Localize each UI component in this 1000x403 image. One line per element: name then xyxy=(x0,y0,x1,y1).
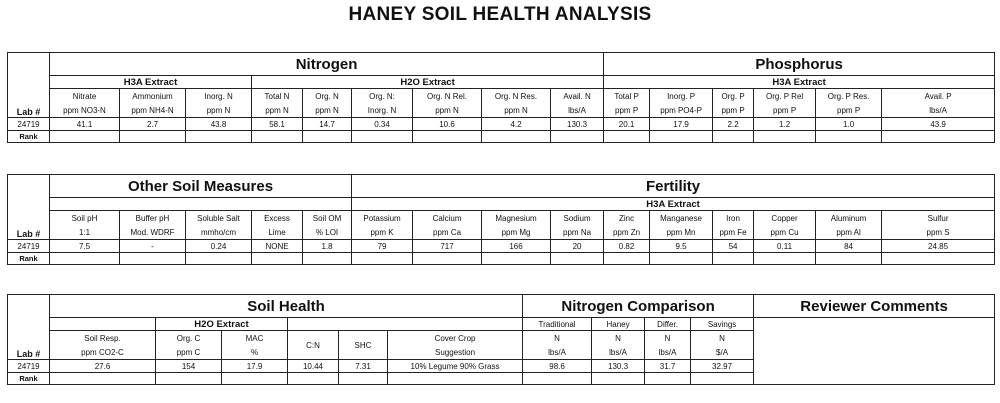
value-haney: 130.3 xyxy=(592,360,645,373)
col-unit: ppm Mg xyxy=(501,227,531,237)
col-unit: lbs/A xyxy=(568,105,586,115)
value-avail-n: 130.3 xyxy=(551,118,604,131)
value-manganese: 9.5 xyxy=(650,240,713,253)
value-cover-crop: 10% Legume 90% Grass xyxy=(388,360,523,373)
group-soil-health: Soil Health xyxy=(50,295,523,318)
lab-header-cell xyxy=(8,295,50,360)
col-unit: ppm N xyxy=(206,105,231,115)
col-differ-title: Differ. xyxy=(645,318,691,331)
col-sulfur xyxy=(882,211,995,240)
col-unit: ppm K xyxy=(370,227,394,237)
col-name: N xyxy=(615,333,621,343)
col-unit: ppm Na xyxy=(563,227,592,237)
col-name: N xyxy=(554,333,560,343)
value-org-n: 14.7 xyxy=(303,118,352,131)
col-calcium xyxy=(413,211,482,240)
lab-number: 24719 xyxy=(8,118,50,131)
value-org-p: 2.2 xyxy=(713,118,754,131)
col-name: Zinc xyxy=(618,213,635,223)
subgroup-blank xyxy=(50,318,156,331)
subgroup-h2o-extract: H2O Extract xyxy=(252,76,604,89)
col-name: N xyxy=(664,333,671,343)
reviewer-comments-box xyxy=(754,318,995,385)
col-name: Magnesium xyxy=(495,213,537,223)
col-unit: ppm P xyxy=(837,105,861,115)
col-unit: ppm P xyxy=(721,105,745,115)
col-unit: lbs/A xyxy=(609,347,627,357)
lab-header: Lab # xyxy=(16,229,41,239)
value-mac: 17.9 xyxy=(222,360,288,373)
value-aluminum: 84 xyxy=(816,240,882,253)
subgroup-h2o-extract: H2O Extract xyxy=(156,318,288,331)
col-magnesium xyxy=(482,211,551,240)
subgroup-h3a-extract-p: H3A Extract xyxy=(604,76,995,89)
col-name: Total N xyxy=(264,91,290,101)
col-total-n xyxy=(252,89,303,118)
col-unit: ppm Zn xyxy=(612,227,641,237)
col-name: Nitrate xyxy=(72,91,97,101)
col-name: Avail. N xyxy=(563,91,591,101)
col-name: Org. N xyxy=(315,91,339,101)
soil-measures-fertility-table xyxy=(7,174,995,265)
col-unit: ppm N xyxy=(265,105,289,115)
col-name: Soluble Salt xyxy=(197,213,240,223)
col-differ xyxy=(645,331,691,360)
lab-header: Lab # xyxy=(16,107,41,117)
column-header-row xyxy=(8,211,995,240)
col-unit: ppm NO3-N xyxy=(63,105,106,115)
col-unit: % xyxy=(250,347,259,357)
value-org-n-res: 4.2 xyxy=(482,118,551,131)
value-excess-lime: NONE xyxy=(252,240,303,253)
col-sodium xyxy=(551,211,604,240)
col-traditional xyxy=(523,331,592,360)
col-aluminum xyxy=(816,211,882,240)
nitrogen-phosphorus-table xyxy=(7,52,995,143)
col-name: MAC xyxy=(245,333,264,343)
value-nitrate: 41.1 xyxy=(50,118,120,131)
col-name: Inorg. N xyxy=(204,91,233,101)
col-org-n xyxy=(303,89,352,118)
col-haney xyxy=(592,331,645,360)
col-unit: mmho/cm xyxy=(200,227,237,237)
col-name: Sulfur xyxy=(927,213,949,223)
col-name: Org. P xyxy=(721,91,745,101)
col-name: Aluminum xyxy=(830,213,867,223)
value-soil-om: 1.8 xyxy=(303,240,352,253)
col-soil-resp xyxy=(50,331,156,360)
col-soil-ph xyxy=(50,211,120,240)
col-org-p-res xyxy=(816,89,882,118)
col-name: Org. C xyxy=(176,333,201,343)
soil-health-table xyxy=(7,294,995,385)
col-unit: ppm Cu xyxy=(770,227,799,237)
table-row xyxy=(8,118,995,131)
col-name: Copper xyxy=(771,213,798,223)
value-soluble-salt: 0.24 xyxy=(186,240,252,253)
value-inorg-p: 17.9 xyxy=(650,118,713,131)
col-name: Iron xyxy=(726,213,740,223)
value-avail-p: 43.9 xyxy=(882,118,995,131)
col-unit: ppm NH4-N xyxy=(131,105,174,115)
col-unit: ppm C xyxy=(176,347,201,357)
col-org-n-inorg-n xyxy=(352,89,413,118)
col-unit: ppm P xyxy=(773,105,797,115)
col-name: Ammonium xyxy=(132,91,173,101)
col-name: Calcium xyxy=(432,213,462,223)
table-row xyxy=(8,240,995,253)
value-soil-resp: 27.6 xyxy=(50,360,156,373)
col-org-n-res xyxy=(482,89,551,118)
subgroup-blank xyxy=(50,198,352,211)
col-org-n-rel xyxy=(413,89,482,118)
col-soil-om xyxy=(303,211,352,240)
col-unit: ppm Mn xyxy=(666,227,696,237)
col-excess-lime xyxy=(252,211,303,240)
group-nitrogen: Nitrogen xyxy=(50,53,604,76)
col-unit: lbs/A xyxy=(548,347,566,357)
group-fertility: Fertility xyxy=(352,175,995,198)
rank-label: Rank xyxy=(8,253,50,265)
col-zinc xyxy=(604,211,650,240)
value-calcium: 717 xyxy=(413,240,482,253)
lab-number: 24719 xyxy=(8,360,50,373)
col-avail-n xyxy=(551,89,604,118)
value-ammonium: 2.7 xyxy=(120,118,186,131)
col-name: Org. P Rel xyxy=(765,91,804,101)
col-unit: 1:1 xyxy=(78,227,91,237)
col-unit: lbs/A xyxy=(658,347,677,357)
col-potassium xyxy=(352,211,413,240)
group-phosphorus: Phosphorus xyxy=(604,53,995,76)
col-unit: ppm N xyxy=(315,105,339,115)
rank-label: Rank xyxy=(8,131,50,143)
value-org-p-rel: 1.2 xyxy=(754,118,816,131)
value-total-p: 20.1 xyxy=(604,118,650,131)
subgroup-h3a-extract: H3A Extract xyxy=(352,198,995,211)
col-name: Manganese xyxy=(660,213,702,223)
col-unit: ppm Fe xyxy=(719,227,747,237)
col-unit: ppm CO2-C xyxy=(81,347,124,357)
value-buffer-ph: - xyxy=(120,240,186,253)
lab-number: 24719 xyxy=(8,240,50,253)
value-potassium: 79 xyxy=(352,240,413,253)
subgroup-h3a-extract: H3A Extract xyxy=(50,76,252,89)
value-zinc: 0.82 xyxy=(604,240,650,253)
col-total-p xyxy=(604,89,650,118)
value-copper: 0.11 xyxy=(754,240,816,253)
value-soil-ph: 7.5 xyxy=(50,240,120,253)
value-savings: 32.97 xyxy=(691,360,754,373)
col-name: Org. N Res. xyxy=(494,91,538,101)
col-name: Avail. P xyxy=(924,91,952,101)
col-soluble-salt xyxy=(186,211,252,240)
col-savings-title: Savings xyxy=(691,318,754,331)
value-shc: 7.31 xyxy=(339,360,388,373)
col-buffer-ph xyxy=(120,211,186,240)
group-nitrogen-comparison: Nitrogen Comparison xyxy=(523,295,754,318)
col-savings xyxy=(691,331,754,360)
col-org-p-rel xyxy=(754,89,816,118)
rank-label: Rank xyxy=(8,373,50,385)
col-inorg-n xyxy=(186,89,252,118)
value-sulfur: 24.85 xyxy=(882,240,995,253)
col-ammonium xyxy=(120,89,186,118)
report-title: HANEY SOIL HEALTH ANALYSIS xyxy=(348,4,652,25)
col-unit: ppm P xyxy=(615,105,639,115)
rank-row xyxy=(8,131,995,143)
col-nitrate xyxy=(50,89,120,118)
col-name: Org. N Rel. xyxy=(426,91,467,101)
value-traditional: 98.6 xyxy=(523,360,592,373)
col-unit: $/A xyxy=(716,347,729,357)
col-unit: Suggestion xyxy=(435,347,476,357)
group-other-soil-measures: Other Soil Measures xyxy=(50,175,352,198)
col-name: Potassium xyxy=(363,213,401,223)
col-unit: % LOI xyxy=(315,227,339,237)
value-org-n-rel: 10.6 xyxy=(413,118,482,131)
col-unit: ppm N xyxy=(504,105,528,115)
rank-row xyxy=(8,253,995,265)
col-unit: Mod. WDRF xyxy=(130,227,175,237)
subgroup-blank xyxy=(288,318,523,331)
col-iron xyxy=(713,211,754,240)
col-traditional-title: Traditional xyxy=(523,318,592,331)
col-unit: Inorg. N xyxy=(367,105,397,115)
column-header-row xyxy=(8,89,995,118)
value-sodium: 20 xyxy=(551,240,604,253)
col-name: N xyxy=(719,333,725,343)
col-inorg-p xyxy=(650,89,713,118)
col-cover-crop xyxy=(388,331,523,360)
lab-header-cell xyxy=(8,53,50,118)
col-copper xyxy=(754,211,816,240)
col-name: Soil Resp. xyxy=(84,333,121,343)
col-name: Total P xyxy=(614,91,639,101)
lab-header: Lab # xyxy=(16,349,41,359)
col-haney-title: Haney xyxy=(592,318,645,331)
col-unit: ppm N xyxy=(435,105,459,115)
value-org-c: 154 xyxy=(156,360,222,373)
col-unit: ppm Ca xyxy=(433,227,462,237)
col-manganese xyxy=(650,211,713,240)
value-cn: 10.44 xyxy=(288,360,339,373)
col-name: Soil OM xyxy=(312,213,342,223)
col-name: Soil pH xyxy=(71,213,98,223)
col-name: Cover Crop xyxy=(434,333,476,343)
lab-header-cell xyxy=(8,175,50,240)
value-org-p-res: 1.0 xyxy=(816,118,882,131)
col-org-c xyxy=(156,331,222,360)
col-unit: ppm Al xyxy=(836,227,861,237)
col-name: Buffer pH xyxy=(135,213,170,223)
col-cn: C:N xyxy=(288,331,339,360)
value-magnesium: 166 xyxy=(482,240,551,253)
col-org-p xyxy=(713,89,754,118)
value-iron: 54 xyxy=(713,240,754,253)
col-name: Sodium xyxy=(563,213,591,223)
group-reviewer-comments: Reviewer Comments xyxy=(754,295,995,318)
value-total-n: 58.1 xyxy=(252,118,303,131)
value-differ: 31.7 xyxy=(645,360,691,373)
col-mac xyxy=(222,331,288,360)
col-avail-p xyxy=(882,89,995,118)
col-unit: ppm PO4-P xyxy=(660,105,702,115)
col-name: Excess xyxy=(264,213,290,223)
col-shc: SHC xyxy=(339,331,388,360)
value-inorg-n: 43.8 xyxy=(186,118,252,131)
col-unit: lbs/A xyxy=(929,105,947,115)
value-org-n-inorg-n: 0.34 xyxy=(352,118,413,131)
col-name: Org. N: xyxy=(369,91,395,101)
col-name: Inorg. P xyxy=(667,91,696,101)
col-unit: ppm S xyxy=(926,227,950,237)
col-unit: Lime xyxy=(268,227,286,237)
col-name: Org. P Res. xyxy=(827,91,870,101)
